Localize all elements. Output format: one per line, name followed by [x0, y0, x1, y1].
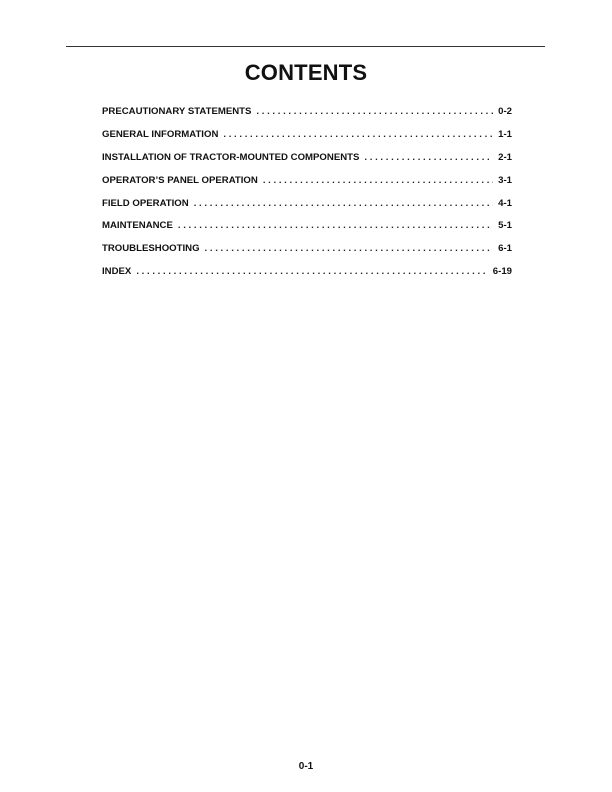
table-of-contents [102, 106, 512, 289]
toc-entry-page: 6-19 [492, 266, 512, 278]
toc-entry-label: PRECAUTIONARY STATEMENTS [102, 106, 252, 117]
toc-entry-page: 0-2 [498, 106, 512, 117]
dot-leader [136, 266, 487, 277]
toc-entry-label: INSTALLATION OF TRACTOR-MOUNTED COMPONENTS [102, 151, 360, 163]
toc-entry-label: MAINTENANCE [102, 220, 173, 232]
toc-entry-page: 6-1 [498, 243, 512, 255]
toc-entry-troubleshooting[interactable] [102, 243, 512, 266]
dot-leader [205, 243, 494, 254]
toc-entry-label: FIELD OPERATION [102, 197, 189, 209]
toc-entry-label: INDEX [102, 266, 132, 278]
dot-leader [364, 152, 493, 163]
page-title: CONTENTS [244, 60, 368, 85]
toc-entry-label: GENERAL INFORMATION [102, 128, 219, 140]
toc-entry-general-information[interactable] [102, 129, 512, 152]
toc-entry-precautionary-statements[interactable] [102, 106, 512, 129]
toc-entry-operators-panel[interactable] [102, 175, 512, 198]
toc-entry-maintenance[interactable] [102, 220, 512, 243]
toc-entry-page: 5-1 [498, 220, 512, 232]
page-number: 0-1 [298, 761, 314, 772]
toc-entry-page: 4-1 [498, 197, 512, 209]
toc-entry-label: TROUBLESHOOTING [102, 243, 200, 255]
dot-leader [263, 175, 493, 186]
dot-leader [223, 129, 493, 140]
toc-entry-label: OPERATOR’S PANEL OPERATION [102, 174, 258, 186]
toc-entry-page: 1-1 [498, 128, 512, 140]
toc-entry-installation[interactable] [102, 152, 512, 175]
header-rule [66, 46, 545, 47]
toc-entry-index[interactable] [102, 266, 512, 289]
dot-leader [178, 220, 493, 231]
toc-entry-page: 3-1 [498, 174, 512, 186]
dot-leader [194, 198, 493, 209]
dot-leader [256, 106, 493, 117]
toc-entry-field-operation[interactable] [102, 198, 512, 221]
toc-entry-page: 2-1 [498, 151, 512, 163]
